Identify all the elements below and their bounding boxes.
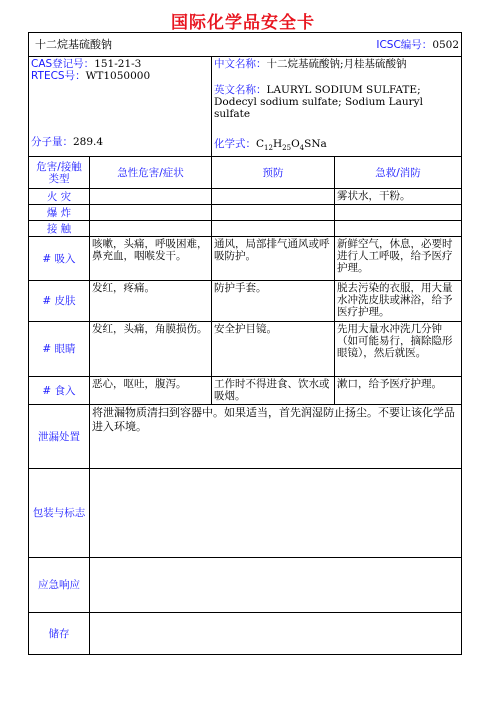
- row-hazard: [90, 189, 212, 205]
- section-packaging: [29, 469, 462, 558]
- row-prevention: [212, 189, 335, 205]
- section-content: [90, 469, 462, 558]
- chemical-name: 十二烷基硫酸钠: [35, 37, 112, 51]
- section-label: 应急响应: [29, 558, 90, 613]
- names-cell: [212, 57, 462, 157]
- rtecs-value: WT1050000: [85, 70, 151, 82]
- section-content: [90, 613, 462, 655]
- row-type: # 皮肤: [29, 281, 90, 322]
- row-hazard: 发红，头痛，角膜损伤。: [90, 322, 212, 377]
- identity-row: [29, 57, 462, 157]
- hazard-row-eyes: [29, 322, 462, 377]
- row-type: # 眼睛: [29, 322, 90, 377]
- registry-cell: [29, 57, 212, 157]
- hazard-row-skin: [29, 281, 462, 322]
- col-header-prevention: 预防: [212, 157, 335, 189]
- card-title: 国际化学品安全卡: [171, 13, 315, 33]
- hazard-row-ingestion: [29, 377, 462, 405]
- row-hazard: 咳嗽，头痛，呼吸困难，鼻充血，咽喉发干。: [90, 237, 212, 281]
- section-label: 储存: [29, 613, 90, 655]
- row-aid: [335, 221, 462, 237]
- formula-value: $C_{12}H_{25}O_4SNa$: [256, 138, 327, 153]
- icsc-value: 0502: [432, 38, 460, 51]
- row-aid: 新鲜空气，休息，必要时进行人工呼吸，给予医疗护理。: [335, 237, 462, 281]
- cas-label: CAS登记号：: [31, 58, 95, 70]
- row-prevention: 防护手套。: [212, 281, 335, 322]
- row-type: # 吸入: [29, 237, 90, 281]
- icsc-label: ICSC编号：: [376, 38, 433, 51]
- row-hazard: 发红，疼痛。: [90, 281, 212, 322]
- cn-name-label: 中文名称：: [214, 58, 267, 70]
- mw-label: 分子量：: [31, 136, 73, 148]
- row-aid: 先用大量水冲洗几分钟（如可能易行，摘除隐形眼镜），然后就医。: [335, 322, 462, 377]
- cas-value: 151-21-3: [94, 58, 142, 70]
- section-label: 包装与标志: [29, 469, 90, 558]
- row-type: 火 灾: [29, 189, 90, 205]
- section-content: 将泄漏物质清扫到容器中。如果适当，首先润湿防止扬尘。不要让该化学品进入环境。: [90, 405, 462, 469]
- row-hazard: [90, 221, 212, 237]
- section-content: [90, 558, 462, 613]
- row-prevention: 通风，局部排气通风或呼吸防护。: [212, 237, 335, 281]
- row-prevention: [212, 205, 335, 221]
- en-name-value: LAURYL SODIUM SULFATE; Dodecyl sodium sulfate; Sodium Lauryl sulfate: [214, 84, 423, 120]
- name-cell: [29, 33, 462, 57]
- row-type: 接 触: [29, 221, 90, 237]
- section-emergency: [29, 558, 462, 613]
- row-prevention: 工作时不得进食、饮水或吸烟。: [212, 377, 335, 405]
- row-hazard: 恶心，呕吐，腹泻。: [90, 377, 212, 405]
- row-aid: 漱口，给予医疗护理。: [335, 377, 462, 405]
- row-prevention: [212, 221, 335, 237]
- col-header-hazard: 急性危害/症状: [90, 157, 212, 189]
- name-row: [29, 33, 462, 57]
- row-hazard: [90, 205, 212, 221]
- col-header-aid: 急救/消防: [335, 157, 462, 189]
- cn-name-value: 十二烷基硫酸钠;月桂基硫酸钠: [266, 58, 407, 70]
- section-storage: [29, 613, 462, 655]
- row-type: 爆 炸: [29, 205, 90, 221]
- hazard-row-inhalation: [29, 237, 462, 281]
- column-header-row: [29, 157, 462, 189]
- section-label: 泄漏处置: [29, 405, 90, 469]
- formula-label: 化学式：: [214, 138, 256, 150]
- mw-value: 289.4: [73, 136, 104, 148]
- section-spill: [29, 405, 462, 469]
- hazard-row-fire: [29, 189, 462, 205]
- rtecs-label: RTECS号：: [31, 70, 86, 82]
- row-type: # 食入: [29, 377, 90, 405]
- row-aid: 脱去污染的衣服，用大量水冲洗皮肤或淋浴，给予医疗护理。: [335, 281, 462, 322]
- hazard-row-explosion: [29, 205, 462, 221]
- row-prevention: 安全护目镜。: [212, 322, 335, 377]
- col-header-type: 危害/接触类型: [29, 157, 90, 189]
- row-aid: 雾状水，干粉。: [335, 189, 462, 205]
- row-aid: [335, 205, 462, 221]
- en-name-label: 英文名称：: [214, 84, 267, 96]
- safety-card-table: [28, 32, 462, 655]
- hazard-row-contact: [29, 221, 462, 237]
